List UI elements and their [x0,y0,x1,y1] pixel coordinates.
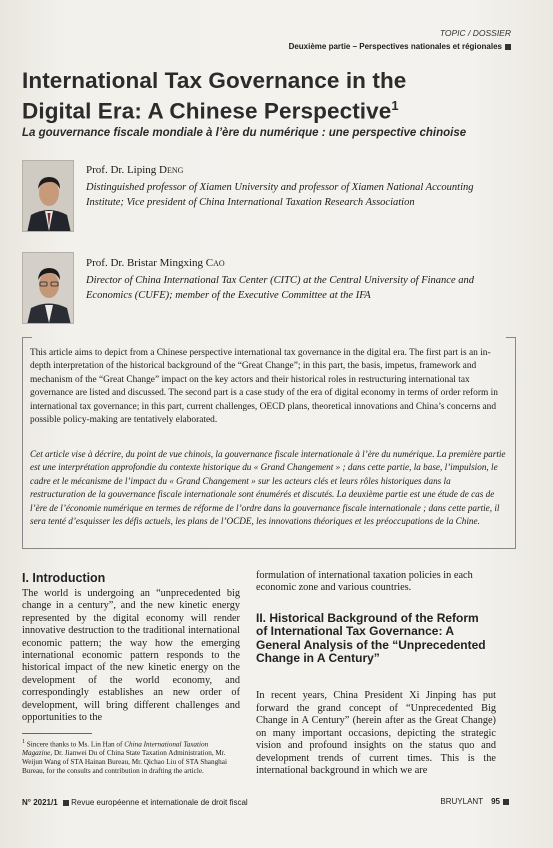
abstract-box-corner [22,337,32,338]
continued-paragraph: formulation of international taxation policies in each economic zone and various countries. [256,570,473,594]
author-photo-cao [22,252,74,324]
introduction-paragraph: The world is undergoing an “unprecedented big change in a century”, and the new kinetic energy represented by the digital economy will render innovative destruction to the traditional international economic pattern; the way how the emerging international economic pattern responds to the historical impact of the new kinetic energy on the development of the world economy, and correspondingly establishes an new order of development, will bring different challenges and opportunities to the [22,588,240,724]
abstract-english: This article aims to depict from a Chinese perspective international tax governance in the digital era. The first part is an in-depth interpretation of the historical background of the “Great Change”; in this part, the basis, impetus, framework and mechanism of the “Great Change” impact on the key actors and their historical roles in restructuring international tax governance are listed and discussed. The second part is a case study of the era of digital economy in terms of order reform in international tax governance; in this part, current challenges, OECD plans, theoretical innovations and China’s concerns and possible policy-making are tentatively elaborated. [30,348,498,426]
author-affiliation-cao: Director of China International Tax Center (CITC) at the Central University of Finance and Economics (CUFE); member of the Executive Committee at the IFA [86,275,474,301]
part-label: Deuxième partie – Perspectives nationales et régionales [289,42,511,51]
square-bullet-icon [505,44,511,50]
historical-background-paragraph: In recent years, China President Xi Jinping has put forward the grand concept of “Unprecedented Big Change in A Century” (herein after as the Great Change) on many important occasions, depicting the strategic vision and profound insights on the status quo and development trends of current times. This is the international background in which we are [256,690,496,776]
author-name-cao: Prof. Dr. Bristar Mingxing Cao [86,257,225,269]
footer-journal: N° 2021/1 Revue européenne et internationale de droit fiscal [22,798,248,807]
author-affiliation-deng: Distinguished professor of Xiamen University and professor of Xiamen National Accounting Institute; Vice president of China International Taxation Research Association [86,182,474,208]
article-title: International Tax Governance in the Digital Era: A Chinese Perspective$^1$ [22,68,407,124]
footnote: $^1$ Sincere thanks to Ms. Lin Han of China International Taxation Magazine, Dr. Jianwei Du of China State Taxation Administration, Mr. Weijun Wang of STA Hainan Bureau, Mr. Qichao Liu of STA Shanghai Bureau, for the consults and contribution in drafting the article. [22,739,227,776]
article-subtitle: La gouvernance fiscale mondiale à l’ère du numérique : une perspective chinoise [22,127,467,139]
section-heading-introduction: I. Introduction [22,571,106,585]
section-label: TOPIC / DOSSIER [439,28,511,38]
footnote-divider [22,733,92,734]
author-photo-deng [22,160,74,232]
footer-publisher: BRUYLANT 95 [440,797,509,806]
square-bullet-icon [503,799,509,805]
abstract-french: Cet article vise à décrire, du point de vue chinois, la gouvernance fiscale internationale à l’ère du numérique. La première partie est une interprétation approfondie du contexte historique du « Grand Changement » ; dans cette partie, la base, l’impulsion, le cadre et le mécanisme de l’impact du « Grand Changement » sur les acteurs clés et leurs rôles historiques dans la restructuration de la gouvernance fiscale internationale sont énumérés et discutés. La deuxième partie est une étude de cas de l’ère de l’économie numérique en termes de réforme de l’ordre dans la gouvernance fiscale internationale ; dans cette partie, il sera tenté d’esquisser les défis actuels, les plans de l’OCDE, les innovations théoriques et les préoccupations de la Chine. [30,449,506,527]
section-heading-historical-background: II. Historical Background of the Reform of International Tax Governance: A General Analysis of the “Unprecedented Change in A Century” [256,611,486,665]
portrait-icon [23,161,74,232]
square-bullet-icon [63,800,69,806]
author-name-deng: Prof. Dr. Liping Deng [86,164,184,176]
portrait-icon [23,253,74,324]
abstract-box-corner [506,337,516,338]
